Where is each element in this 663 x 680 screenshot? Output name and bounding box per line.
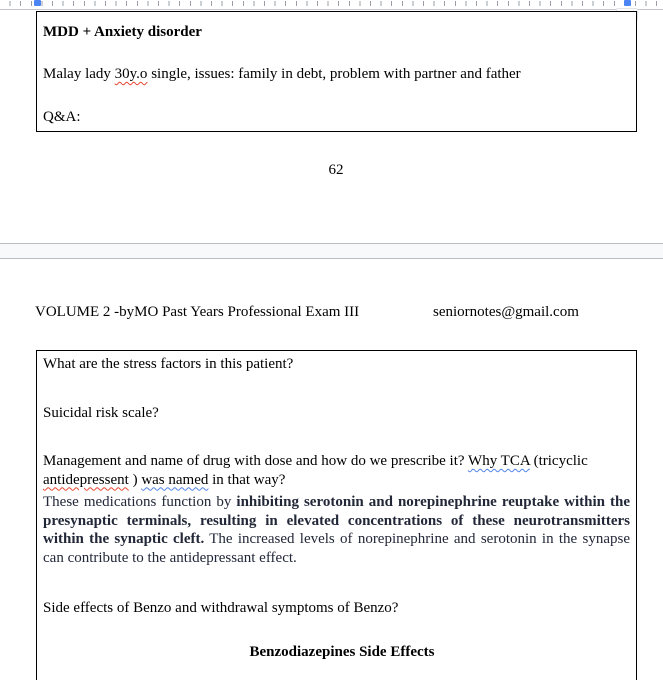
misspelled-word: antidepressent (43, 471, 129, 488)
question-stress-factors[interactable]: What are the stress factors in this patient? (43, 356, 294, 372)
answer-paragraph[interactable] (43, 493, 630, 567)
page-break (0, 243, 663, 259)
table-cell-questions[interactable] (36, 350, 637, 680)
question-management[interactable] (43, 452, 629, 489)
question-benzo[interactable]: Side effects of Benzo and withdrawal symptoms of Benzo? (43, 600, 399, 616)
table-cell-case-summary[interactable] (36, 11, 637, 132)
header-volume-title[interactable]: VOLUME 2 -byMO Past Years Professional Exam III (35, 304, 360, 320)
qa-label[interactable]: Q&A: (43, 109, 81, 125)
question-management-seg4: in that way? (208, 471, 286, 488)
answer-bold-phrase: inhibiting serotonin and norepinephrine reuptake within the presynaptic terminals, resulting in elevated concentrations of these neurotransmitters within the synaptic cleft. (43, 494, 630, 547)
question-management-seg1: Management and name of drug with dose and how do we prescribe it? (43, 453, 469, 469)
header-email[interactable]: seniornotes@gmail.com (433, 304, 579, 320)
answer-post: The increased levels of norepinephrine and serotonin in the synapse can contribute to the antidepressant effect. (43, 531, 630, 566)
case-description-pre: Malay lady (43, 66, 115, 82)
misspelled-word: 30y.o (114, 66, 148, 82)
page-number[interactable]: 62 (328, 162, 344, 178)
case-description[interactable] (43, 65, 521, 84)
ruler (0, 0, 663, 10)
left-indent-marker-icon[interactable] (34, 0, 41, 6)
right-indent-marker-icon[interactable] (624, 0, 631, 6)
grammar-flagged-phrase: Why TCA (468, 453, 530, 469)
case-description-post: single, issues: family in debt, problem with partner and father (147, 66, 521, 82)
ruler-ticks (0, 1, 663, 6)
answer-pre: These medications function by (43, 494, 237, 510)
grammar-flagged-phrase: was named (141, 471, 209, 488)
case-title[interactable]: MDD + Anxiety disorder (43, 24, 202, 40)
question-management-seg3: ) (128, 471, 142, 488)
question-suicidal-risk[interactable]: Suicidal risk scale? (43, 405, 159, 421)
section-heading-partial[interactable]: Benzodiazepines Side Effects (249, 644, 435, 660)
question-management-seg2: (tricyclic (529, 453, 588, 469)
